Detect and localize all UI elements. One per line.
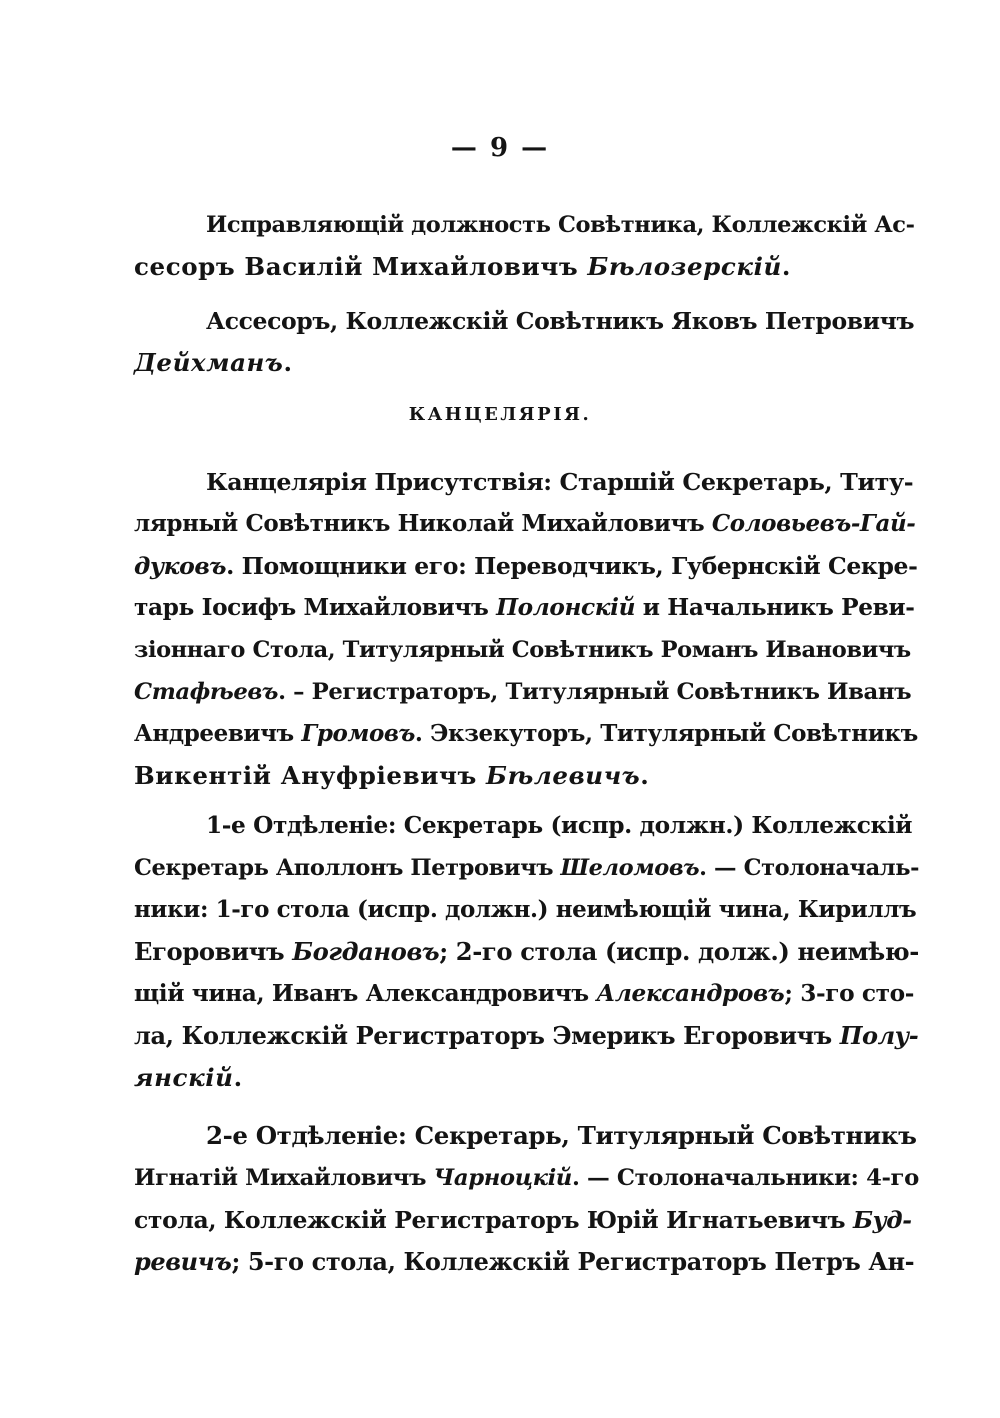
line-text: . bbox=[640, 761, 650, 790]
surname: Бѣлевичъ bbox=[486, 761, 641, 790]
line-text: . Экзекуторъ, Титулярный Совѣтникъ bbox=[414, 720, 918, 747]
text-line bbox=[134, 1200, 918, 1240]
surname: ревичъ bbox=[134, 1247, 232, 1276]
line-text: Андреевичъ bbox=[134, 720, 302, 747]
text-line bbox=[206, 806, 918, 846]
line-text: Ассесоръ, Коллежскій Совѣтникъ Яковъ Петровичъ bbox=[206, 307, 915, 335]
line-text: Викентій Ануфріевичъ bbox=[134, 761, 487, 790]
line-text: щій чина, Иванъ Александровичъ bbox=[134, 980, 597, 1007]
surname: Полу- bbox=[839, 1021, 919, 1050]
line-text: ники: 1-го стола (испр. должн.) неимѣющій чина, Кириллъ bbox=[134, 896, 917, 923]
line-text: тарь Іосифъ Михайловичъ bbox=[134, 594, 497, 621]
line-text: . — Столоначальники: 4-го bbox=[571, 1165, 919, 1191]
line-text: . – Регистраторъ, Титулярный Совѣтникъ Иванъ bbox=[278, 679, 912, 705]
line-text: 1-е Отдѣленіе: Секретарь (испр. должн.) Коллежскій bbox=[206, 812, 913, 839]
line-text: ла, Коллежскій Регистраторъ Эмерикъ Егоровичъ bbox=[134, 1021, 840, 1050]
text-line bbox=[134, 672, 918, 712]
page-number: — 9 — bbox=[450, 133, 550, 163]
text-line bbox=[134, 588, 918, 628]
line-text: сесоръ Василій Михайловичъ bbox=[134, 252, 588, 281]
text-line bbox=[206, 205, 918, 245]
text-line bbox=[134, 848, 918, 888]
text-line bbox=[206, 1116, 918, 1156]
text-line bbox=[206, 462, 918, 502]
surname: Бѣлозерскій bbox=[587, 252, 782, 281]
surname: Полонскій bbox=[496, 594, 636, 621]
line-text: Исправляющій должность Совѣтника, Коллежскій Ас- bbox=[206, 212, 915, 238]
text-line bbox=[134, 890, 918, 930]
text-line bbox=[134, 504, 918, 544]
text-line bbox=[134, 714, 918, 754]
surname: Чарноцкій bbox=[433, 1165, 572, 1191]
surname: дуковъ bbox=[134, 552, 227, 580]
surname: Стафѣевъ bbox=[134, 679, 279, 705]
line-text: Канцелярія Присутствія: Старшій Секретарь, Титу- bbox=[206, 468, 914, 496]
surname: Богдановъ bbox=[292, 937, 440, 966]
surname: янскій bbox=[134, 1063, 234, 1092]
line-text: . bbox=[781, 252, 792, 281]
text-line bbox=[134, 1158, 918, 1198]
line-text: . bbox=[233, 1063, 243, 1092]
line-text: и Начальникъ Реви- bbox=[635, 594, 915, 621]
text-line bbox=[134, 1058, 918, 1098]
line-text: . Помощники его: Переводчикъ, Губернскій Секре- bbox=[226, 552, 918, 580]
line-text: ; 3-го сто- bbox=[784, 980, 915, 1007]
line-text: Егоровичъ bbox=[134, 937, 293, 966]
text-line bbox=[134, 630, 918, 670]
line-text: Игнатій Михайловичъ bbox=[134, 1165, 434, 1191]
line-text: ; 2-го стола (испр. долж.) неимѣю- bbox=[439, 937, 919, 966]
text-line bbox=[134, 247, 918, 287]
text-line bbox=[134, 546, 918, 586]
text-line bbox=[134, 974, 918, 1014]
text-line bbox=[134, 343, 918, 383]
line-text: ; 5-го стола, Коллежскій Регистраторъ Петръ Ан- bbox=[231, 1247, 915, 1276]
surname: Громовъ bbox=[301, 720, 415, 747]
surname: Дейхманъ bbox=[134, 348, 284, 377]
text-line bbox=[206, 301, 918, 341]
line-text: . — Столоначаль- bbox=[699, 855, 920, 881]
line-text: зіоннаго Стола, Титулярный Совѣтникъ Романъ Ивановичъ bbox=[134, 637, 911, 663]
text-line bbox=[134, 756, 918, 796]
line-text: стола, Коллежскій Регистраторъ Юрій Игнатьевичъ bbox=[134, 1206, 853, 1234]
line-text: лярный Совѣтникъ Николай Михайловичъ bbox=[134, 510, 712, 537]
text-line bbox=[134, 1016, 918, 1056]
line-text: 2-е Отдѣленіе: Секретарь, Титулярный Совѣтникъ bbox=[206, 1121, 917, 1150]
surname: Соловьевъ-Гай- bbox=[711, 510, 916, 537]
line-text: Секретарь Аполлонъ Петровичъ bbox=[134, 855, 561, 881]
surname: Шеломовъ bbox=[560, 855, 700, 881]
text-line bbox=[134, 1242, 918, 1282]
line-text: . bbox=[283, 348, 293, 377]
text-line bbox=[134, 932, 918, 972]
section-heading: КАНЦЕЛЯРІЯ. bbox=[408, 404, 592, 425]
surname: Александровъ bbox=[596, 980, 785, 1007]
surname: Буд- bbox=[852, 1206, 912, 1234]
